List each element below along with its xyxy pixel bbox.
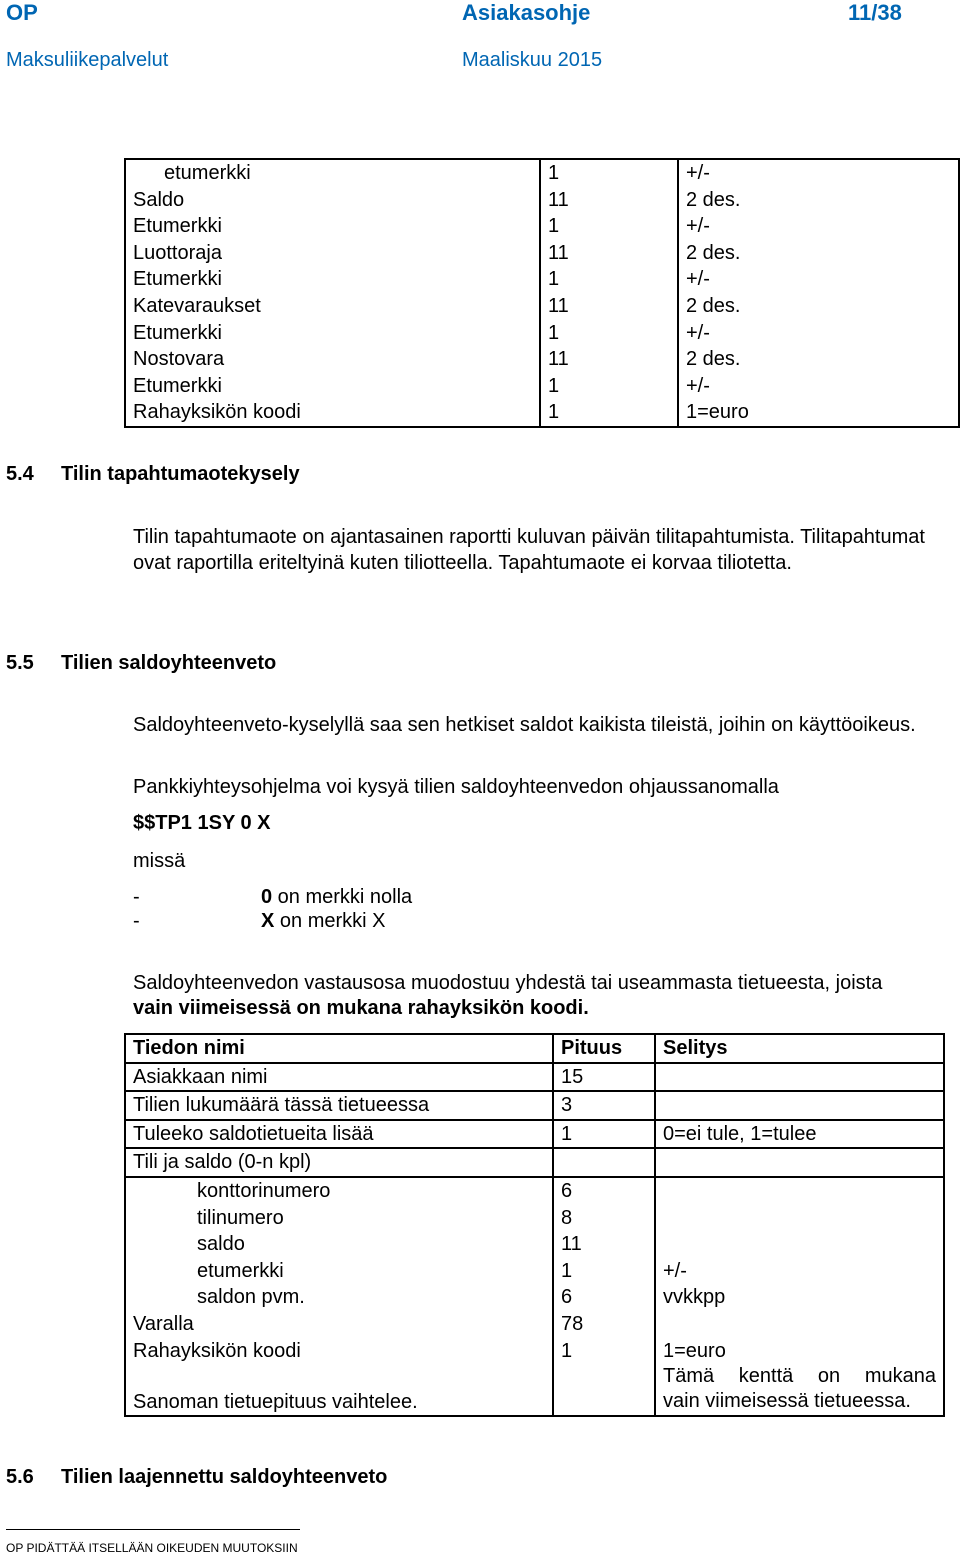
list-item — [261, 909, 386, 933]
table-row — [125, 373, 959, 400]
table-row — [125, 1231, 944, 1258]
table-cell: Tili ja saldo (0-n kpl) — [125, 1148, 553, 1177]
header-title: Asiakasohje — [462, 0, 591, 25]
table-cell: 11 — [540, 187, 678, 214]
list-dash: - — [133, 910, 140, 932]
table-cell — [553, 1364, 655, 1416]
table-row — [125, 293, 959, 320]
where-label: missä — [133, 850, 186, 872]
table-cell: +/- — [678, 320, 959, 347]
table-cell: 1 — [553, 1258, 655, 1285]
table-cell: Rahayksikön koodi — [125, 399, 540, 427]
table-cell: 15 — [553, 1063, 655, 1092]
table-cell: +/- — [678, 266, 959, 293]
header-page-number: 11/38 — [848, 0, 902, 25]
paragraph-text: Saldoyhteenvedon vastausosa muodostuu yhdestä tai useammasta tietueesta, joista — [133, 972, 883, 994]
table-cell: saldo — [125, 1231, 553, 1258]
section-number: 5.6 — [6, 1466, 34, 1488]
column-header: Tiedon nimi — [125, 1034, 553, 1063]
table-row — [125, 1148, 944, 1177]
table-cell: 1 — [553, 1120, 655, 1149]
section-heading: Tilin tapahtumaotekysely — [61, 463, 300, 485]
table-cell: 1 — [553, 1338, 655, 1365]
table-row — [125, 1258, 944, 1285]
table-cell: 1 — [540, 373, 678, 400]
table-row — [125, 1311, 944, 1338]
table-cell: 1=euro — [678, 399, 959, 427]
table-cell: 11 — [540, 293, 678, 320]
table-row — [125, 320, 959, 347]
table-cell: +/- — [655, 1258, 944, 1285]
footer-divider — [6, 1529, 300, 1530]
table-cell: Luottoraja — [125, 240, 540, 267]
table-cell — [553, 1148, 655, 1177]
table-cell: etumerkki — [125, 159, 540, 187]
section-paragraph: Tilin tapahtumaote on ajantasainen raportti kuluvan päivän tilitapahtumista. Tilitapahtumat ovat raportilla eriteltyinä kuten tiliotteella. Tapahtumaote ei korvaa tiliotetta. — [133, 526, 925, 574]
section-number: 5.5 — [6, 652, 34, 674]
table-cell: 78 — [553, 1311, 655, 1338]
table-cell: vvkkpp — [655, 1284, 944, 1311]
table-cell: Rahayksikön koodi — [125, 1338, 553, 1365]
table-cell: 11 — [540, 240, 678, 267]
table-cell: 6 — [553, 1177, 655, 1205]
table-row — [125, 159, 959, 187]
table-cell: tilinumero — [125, 1205, 553, 1232]
table-row — [125, 266, 959, 293]
table-cell: Nostovara — [125, 346, 540, 373]
table-row — [125, 1091, 944, 1120]
table-cell: 2 des. — [678, 240, 959, 267]
table-header-row — [125, 1034, 944, 1063]
table-cell: Asiakkaan nimi — [125, 1063, 553, 1092]
column-header: Pituus — [553, 1034, 655, 1063]
table-cell: 1 — [540, 266, 678, 293]
table-row — [125, 1205, 944, 1232]
table-cell: +/- — [678, 373, 959, 400]
table-cell: +/- — [678, 159, 959, 187]
table-cell: +/- — [678, 213, 959, 240]
table-cell: 11 — [540, 346, 678, 373]
table-row — [125, 1364, 944, 1416]
table-row — [125, 240, 959, 267]
list-item-key: 0 — [261, 886, 273, 908]
table-cell: 1 — [540, 399, 678, 427]
table-cell: Etumerkki — [125, 320, 540, 347]
table-cell: konttorinumero — [125, 1177, 553, 1205]
table-cell: 2 des. — [678, 346, 959, 373]
table-row — [125, 213, 959, 240]
table-cell: 2 des. — [678, 293, 959, 320]
header-department: Maksuliikepalvelut — [6, 49, 169, 71]
table-row — [125, 1338, 944, 1365]
table-cell: 1=euro — [655, 1338, 944, 1365]
table-cell: saldon pvm. — [125, 1284, 553, 1311]
table-cell: Varalla — [125, 1311, 553, 1338]
table-note — [655, 1364, 944, 1416]
list-item-key: X — [261, 910, 275, 932]
note-line: Tämä kenttä on mukana — [663, 1365, 936, 1388]
table-cell: 1 — [540, 213, 678, 240]
note-line: vain viimeisessä tietueessa. — [663, 1389, 911, 1412]
header-brand: OP — [6, 0, 38, 25]
section-paragraph — [133, 971, 923, 1021]
table-cell — [655, 1148, 944, 1177]
section-heading: Tilien saldoyhteenveto — [61, 652, 277, 674]
table-row — [125, 187, 959, 214]
balance-fields-table — [124, 158, 960, 428]
table-cell: 0=ei tule, 1=tulee — [655, 1120, 944, 1149]
table-row — [125, 1284, 944, 1311]
table-cell: 1 — [540, 320, 678, 347]
table-cell: 11 — [553, 1231, 655, 1258]
list-item — [261, 885, 412, 909]
table-cell: Etumerkki — [125, 373, 540, 400]
table-cell — [655, 1177, 944, 1205]
list-item-text: on merkki nolla — [272, 886, 413, 908]
summary-record-table — [124, 1033, 945, 1417]
header-date: Maaliskuu 2015 — [462, 49, 603, 71]
table-cell: Etumerkki — [125, 266, 540, 293]
table-cell: Tuleeko saldotietueita lisää — [125, 1120, 553, 1149]
section-number: 5.4 — [6, 463, 34, 485]
table-row — [125, 399, 959, 427]
section-paragraph: Saldoyhteenveto-kyselyllä saa sen hetkiset saldot kaikista tileistä, joihin on käyttöoikeus. — [133, 714, 916, 736]
column-header: Selitys — [655, 1034, 944, 1063]
table-cell — [655, 1063, 944, 1092]
paragraph-emphasis: vain viimeisessä on mukana rahayksikön koodi. — [133, 997, 589, 1019]
table-cell: Etumerkki — [125, 213, 540, 240]
table-footnote: Sanoman tietuepituus vaihtelee. — [125, 1364, 553, 1416]
list-item-text: on merkki X — [274, 910, 386, 932]
table-row — [125, 346, 959, 373]
table-row — [125, 1177, 944, 1205]
table-cell: etumerkki — [125, 1258, 553, 1285]
table-cell — [655, 1205, 944, 1232]
table-cell: 6 — [553, 1284, 655, 1311]
section-heading: Tilien laajennettu saldoyhteenveto — [61, 1466, 388, 1488]
table-row — [125, 1120, 944, 1149]
control-message-code: $$TP1 1SY 0 X — [133, 812, 271, 834]
list-dash: - — [133, 886, 140, 908]
table-cell: Tilien lukumäärä tässä tietueessa — [125, 1091, 553, 1120]
table-cell: 1 — [540, 159, 678, 187]
footer-disclaimer: OP PIDÄTTÄÄ ITSELLÄÄN OIKEUDEN MUUTOKSIIN — [6, 1541, 298, 1555]
table-cell: Saldo — [125, 187, 540, 214]
table-row — [125, 1063, 944, 1092]
table-cell: 2 des. — [678, 187, 959, 214]
table-cell: Katevaraukset — [125, 293, 540, 320]
table-cell — [655, 1231, 944, 1258]
section-paragraph: Pankkiyhteysohjelma voi kysyä tilien saldoyhteenvedon ohjaussanomalla — [133, 776, 779, 798]
table-cell — [655, 1091, 944, 1120]
table-cell: 8 — [553, 1205, 655, 1232]
table-cell: 3 — [553, 1091, 655, 1120]
table-cell — [655, 1311, 944, 1338]
